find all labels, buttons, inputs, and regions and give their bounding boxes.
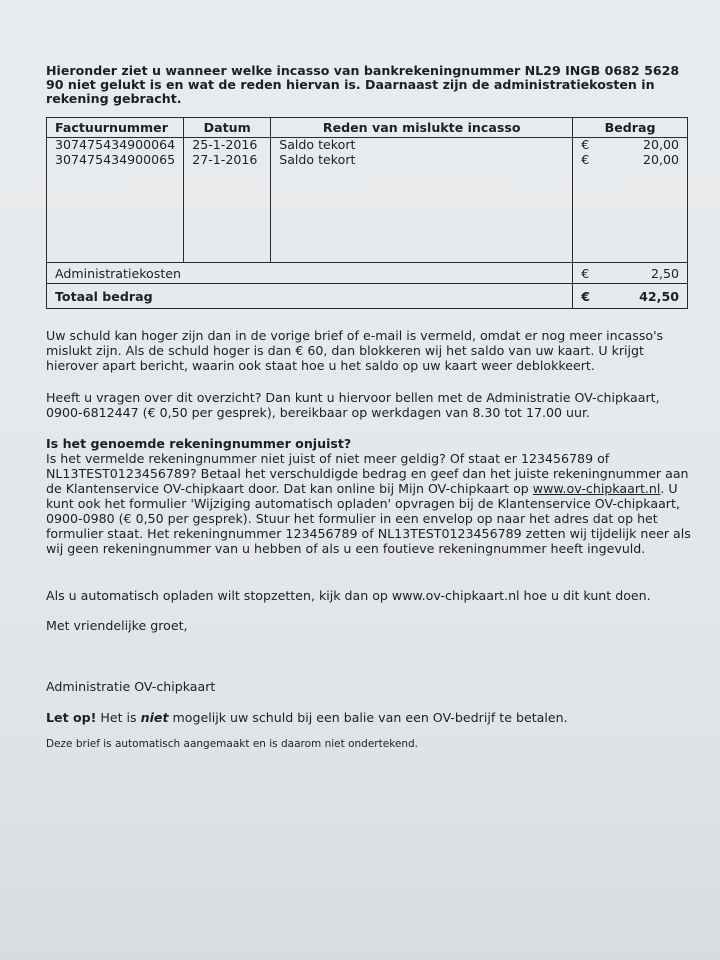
factuur-value: 307475434900065: [55, 151, 176, 167]
admin-costs-amount: 2,50: [650, 265, 679, 281]
bedrag-line: [581, 153, 679, 168]
warning-text-post: mogelijk uw schuld bij een balie van een OV-bedrijf te betalen.: [168, 710, 568, 725]
currency-symbol: €: [581, 265, 590, 281]
footer-note: Deze brief is automatisch aangemaakt en is daarom niet ondertekend.: [46, 738, 419, 750]
warning-text-pre: Het is: [96, 710, 141, 725]
total-row: [47, 284, 688, 309]
currency-symbol: €: [581, 137, 590, 152]
reden-value: Saldo tekort: [279, 151, 356, 167]
reden-column: [271, 138, 573, 263]
table-body-row: [47, 138, 688, 263]
signature: Administratie OV-chipkaart: [46, 679, 216, 694]
reden-value: Saldo tekort: [279, 137, 356, 152]
account-text-b: . U kunt ook het formulier 'Wijziging automatisch opladen' opvragen bij de Klantenservice OV-chipkaart, 0900-0980 (€ 0,50 per gesprek). Stuur het formulier in een envelop op naar het adres dat op het formulier staat. Het rekeningnummer 123456789 of NL13TEST0123456789 zetten wij tijdelijk neer als wij geen rekeningnummer van u hebben of als u een foutieve rekeningnummer heeft ingevuld.: [46, 481, 691, 556]
bedrag-value: 20,00: [642, 137, 679, 152]
header-reden: Reden van mislukte incasso: [271, 118, 573, 138]
admin-costs-row: [47, 263, 688, 284]
datum-column: [184, 138, 271, 263]
total-amount: 42,50: [639, 288, 679, 304]
total-amount-line: [581, 289, 679, 304]
header-datum: Datum: [184, 118, 271, 138]
total-cell: [573, 284, 688, 309]
table-header-row: [47, 118, 688, 138]
bedrag-line: [581, 138, 679, 153]
header-factuurnummer: Factuurnummer: [47, 118, 184, 138]
invoice-table: [46, 117, 688, 309]
question-heading: Is het genoemde rekeningnummer onjuist?: [46, 436, 352, 451]
total-label: Totaal bedrag: [47, 284, 573, 309]
admin-costs-cell: [573, 263, 688, 284]
account-paragraph: [46, 451, 696, 556]
warning-emphasis: niet: [140, 710, 169, 725]
datum-value: 27-1-2016: [192, 151, 258, 167]
intro-paragraph: Hieronder ziet u wanneer welke incasso van bankrekeningnummer NL29 INGB 0682 5628 90 niet gelukt is en wat de reden hiervan is. Daarnaast zijn de administratiekosten in rekening gebracht.: [46, 63, 680, 106]
currency-symbol: €: [581, 151, 590, 167]
questions-paragraph: Heeft u vragen over dit overzicht? Dan kunt u hiervoor bellen met de Administratie OV-chipkaart, 0900-6812447 (€ 0,50 per gesprek), bereikbaar op werkdagen van 8.30 tot 17.00 uur.: [46, 390, 660, 420]
datum-value: 25-1-2016: [192, 137, 258, 152]
account-text-a: Is het vermelde rekeningnummer niet juist of niet meer geldig? Of staat er 123456789 of NL13TEST0123456789? Betaal het verschuldigde bedrag en geef dan het juiste rekeningnummer aan de Klantenservice OV-chipkaart door. Dat kan online bij Mijn OV-chipkaart op: [46, 451, 689, 496]
warning-line: [46, 710, 696, 725]
admin-costs-amount-line: [581, 266, 679, 281]
stop-paragraph: Als u automatisch opladen wilt stopzetten, kijk dan op www.ov-chipkaart.nl hoe u dit kunt doen.: [46, 588, 651, 603]
currency-symbol: €: [581, 288, 590, 304]
admin-costs-label: Administratiekosten: [47, 263, 573, 284]
factuur-value: 307475434900064: [55, 137, 176, 152]
warning-label: Let op!: [46, 710, 97, 725]
factuur-column: [47, 138, 184, 263]
header-bedrag: Bedrag: [573, 118, 688, 138]
greeting: Met vriendelijke groet,: [46, 618, 188, 633]
debt-paragraph: Uw schuld kan hoger zijn dan in de vorige brief of e-mail is vermeld, omdat er nog meer incasso's mislukt zijn. Als de schuld hoger is dan € 60, dan blokkeren wij het saldo van uw kaart. U krijgt hierover apart bericht, waarin ook staat hoe u het saldo op uw kaart weer deblokkeert.: [46, 328, 664, 373]
ov-chipkaart-link[interactable]: www.ov-chipkaart.nl: [532, 481, 661, 496]
bedrag-value: 20,00: [642, 151, 679, 167]
bedrag-column: [573, 138, 688, 263]
